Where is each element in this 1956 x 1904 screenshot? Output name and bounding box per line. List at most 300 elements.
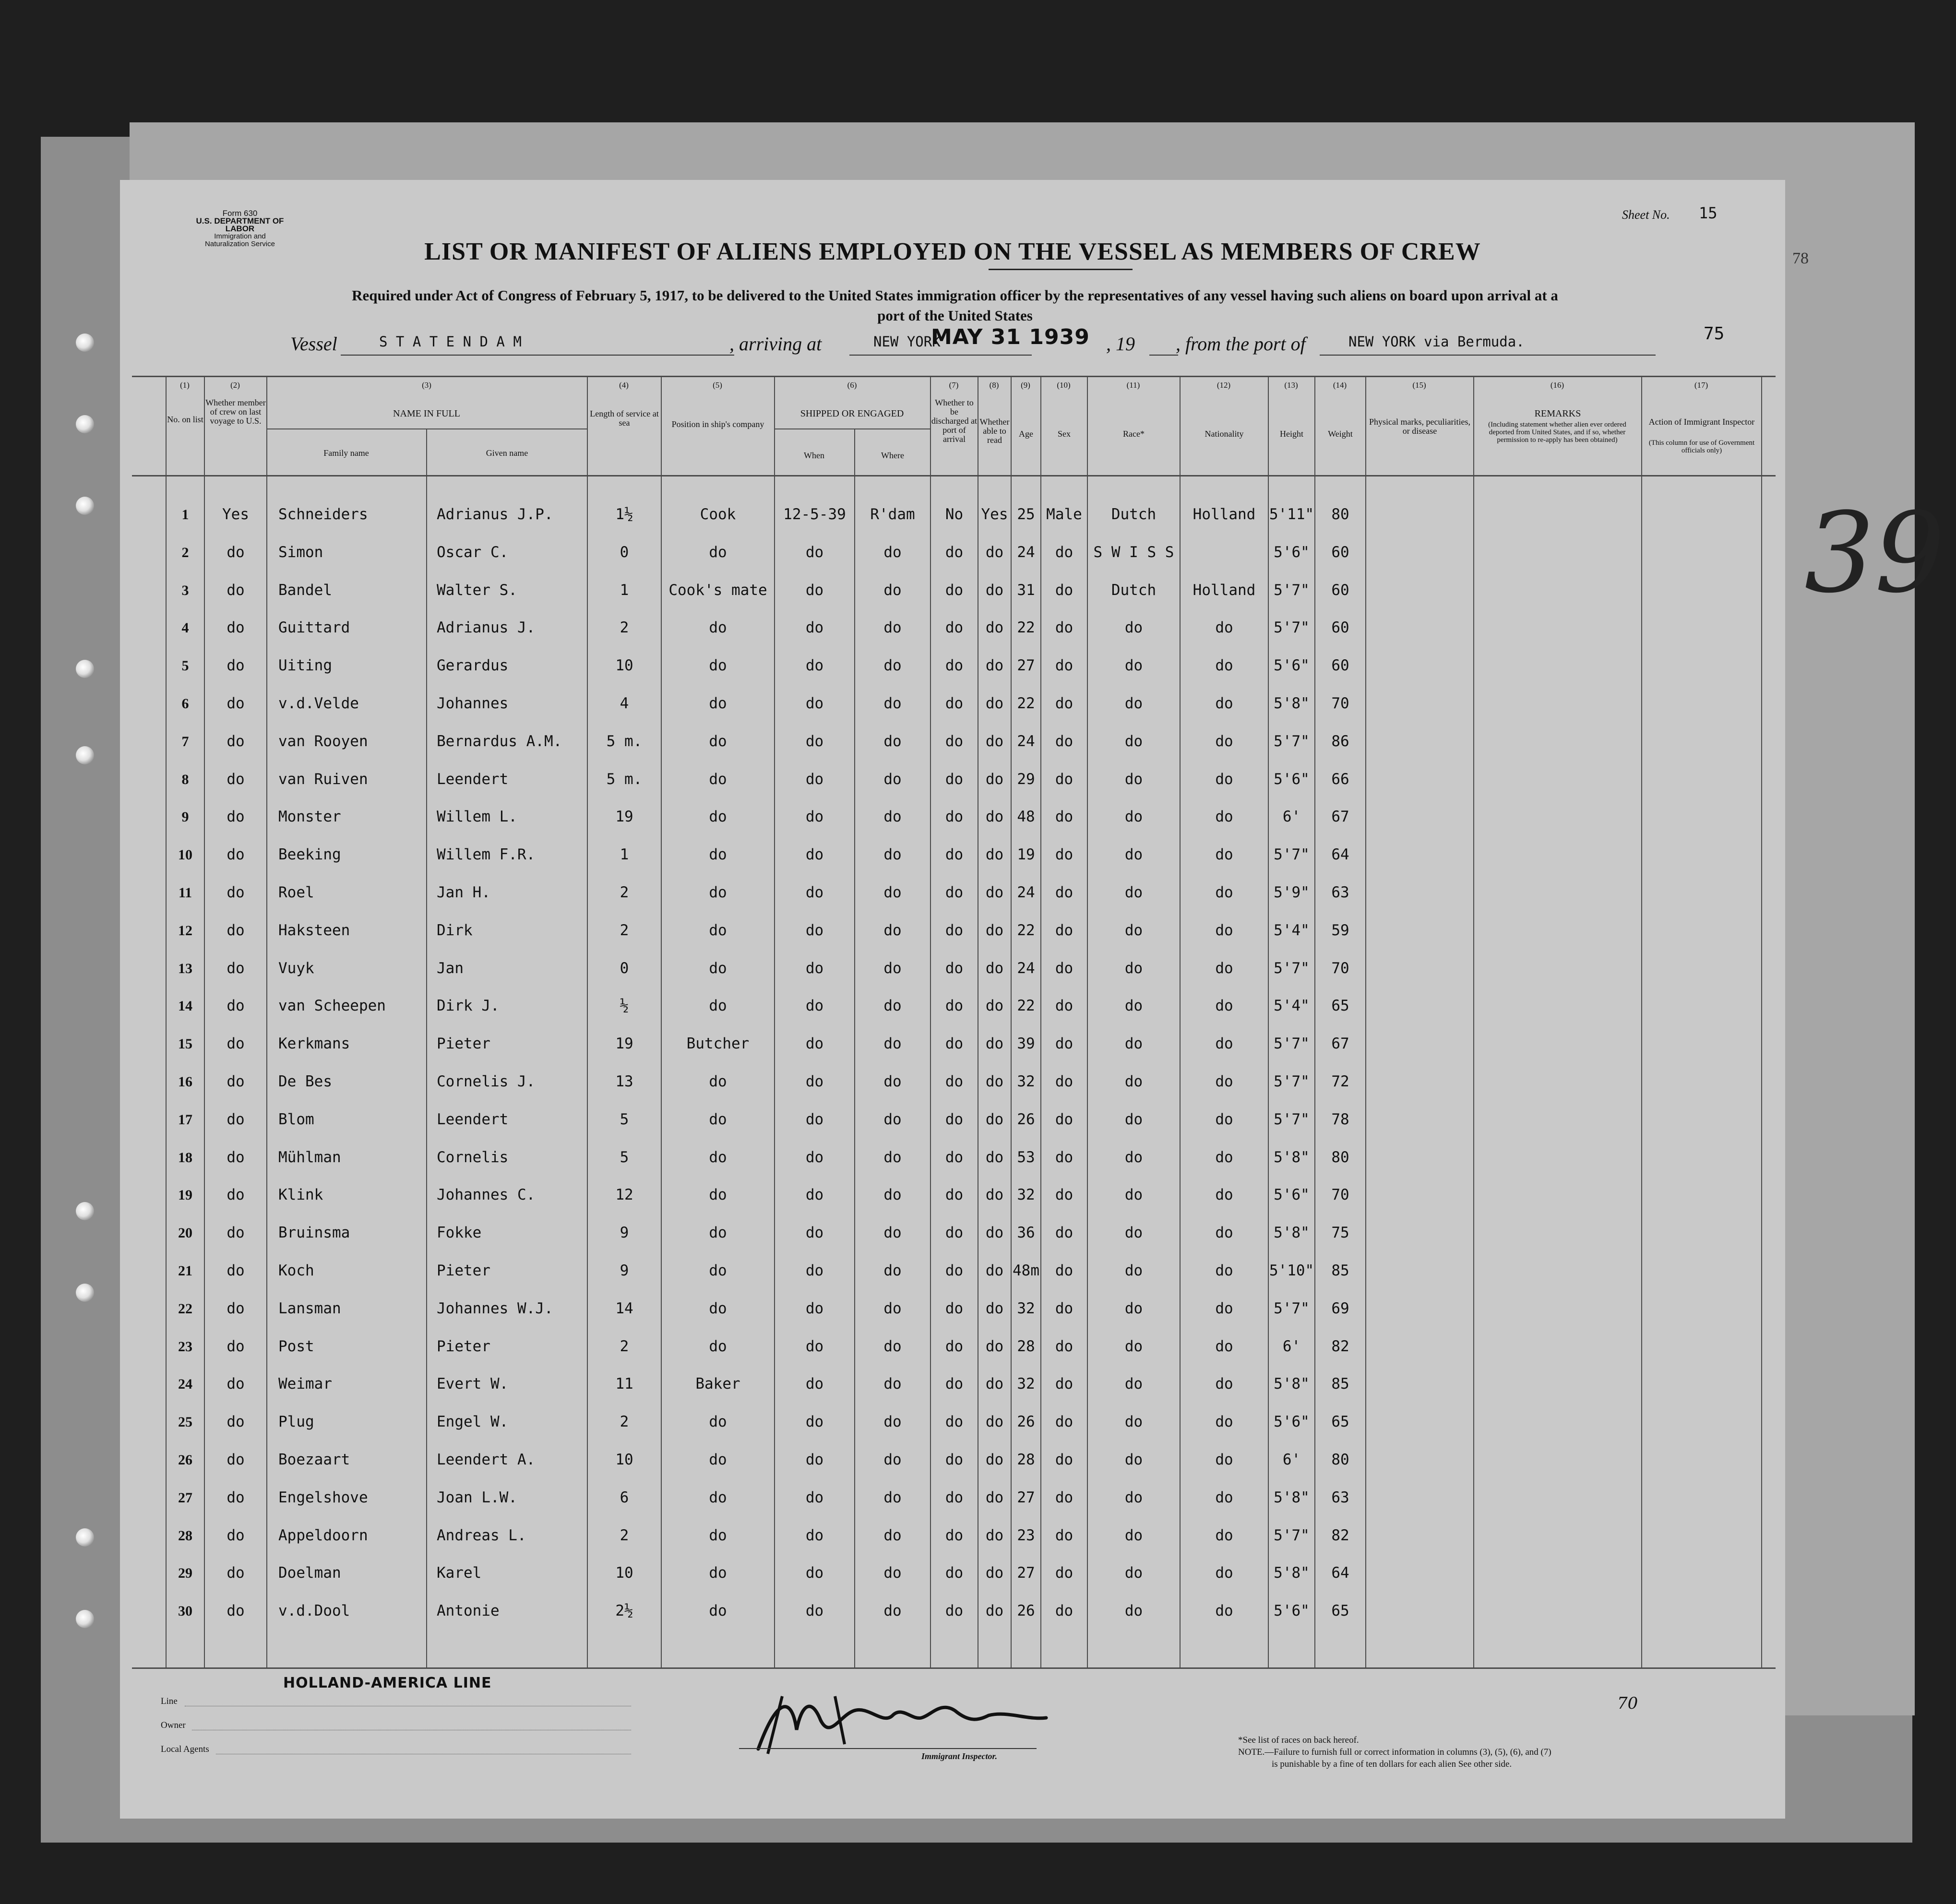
shipped-when-cell: do [805, 1186, 824, 1204]
family-name-cell: Engelshove [278, 1488, 368, 1506]
nationality-cell: do [1215, 997, 1233, 1015]
row-number: 10 [178, 847, 192, 863]
row-number: 22 [178, 1300, 192, 1317]
service-length-cell: 0 [620, 543, 629, 561]
table-row [120, 1176, 1785, 1214]
race-cell: do [1124, 1413, 1143, 1431]
shipped-when-cell: do [805, 1451, 824, 1468]
able-to-read-cell: do [985, 581, 1004, 599]
manifest-sheet [120, 180, 1785, 1819]
sex-cell: do [1055, 581, 1073, 599]
table-row [120, 1403, 1785, 1441]
position-cell: do [709, 1488, 727, 1506]
table-row [120, 1025, 1785, 1063]
shipped-when-cell: do [805, 770, 824, 788]
sex-cell: do [1055, 921, 1073, 939]
row-number: 15 [178, 1036, 192, 1052]
title-underline [989, 269, 1133, 270]
nationality-cell: do [1215, 1035, 1233, 1053]
discharged-cell: do [945, 1451, 964, 1468]
inspector-label: Immigrant Inspector. [921, 1751, 998, 1761]
race-cell: do [1124, 1035, 1143, 1053]
row-number: 19 [178, 1187, 192, 1203]
race-cell: do [1124, 846, 1143, 864]
row-number: 23 [178, 1338, 192, 1355]
given-name-cell: Pieter [437, 1262, 490, 1279]
position-cell: do [709, 657, 727, 675]
weight-cell: 64 [1331, 1564, 1349, 1582]
position-cell: Cook [700, 506, 736, 523]
table-row [120, 647, 1785, 685]
position-cell: do [709, 1110, 727, 1128]
sheet-number: 15 [1699, 204, 1717, 222]
service-length-cell: 13 [615, 1073, 633, 1090]
shipped-where-cell: do [883, 581, 902, 599]
col-num-12: (12) [1217, 381, 1231, 390]
able-to-read-cell: do [985, 1224, 1004, 1242]
nationality-cell: do [1215, 1526, 1233, 1544]
service-length-cell: 1 [620, 846, 629, 864]
nationality-cell: Holland [1193, 506, 1256, 523]
crew-last-voyage-cell: do [227, 1526, 245, 1544]
nationality-cell: do [1215, 1073, 1233, 1090]
height-cell: 5'7" [1274, 1526, 1310, 1544]
binder-hole [76, 1528, 94, 1547]
table-row [120, 1101, 1785, 1139]
subheader-line [266, 428, 587, 429]
height-cell: 5'7" [1274, 1073, 1310, 1090]
sex-cell: do [1055, 1526, 1073, 1544]
service-name: Immigration and Naturalization Service [205, 232, 275, 248]
given-name-cell: Pieter [437, 1337, 490, 1355]
sex-cell: do [1055, 884, 1073, 901]
discharged-cell: do [945, 1337, 964, 1355]
service-length-cell: 2½ [615, 1602, 633, 1620]
position-cell: do [709, 1224, 727, 1242]
height-cell: 5'7" [1274, 1299, 1310, 1317]
row-number: 11 [178, 885, 192, 901]
nationality-cell: do [1215, 808, 1233, 826]
age-cell: 32 [1017, 1299, 1035, 1317]
col-label-shipped: SHIPPED OR ENGAGED [800, 408, 904, 419]
weight-cell: 70 [1331, 959, 1349, 977]
height-cell: 5'7" [1274, 732, 1310, 750]
family-name-cell: Schneiders [278, 506, 368, 523]
shipped-when-cell: do [805, 997, 824, 1015]
service-length-cell: 2 [620, 1526, 629, 1544]
able-to-read-cell: do [985, 884, 1004, 901]
able-to-read-cell: do [985, 1488, 1004, 1506]
height-cell: 5'11" [1269, 506, 1314, 523]
height-cell: 5'8" [1274, 1564, 1310, 1582]
weight-cell: 82 [1331, 1337, 1349, 1355]
family-name-cell: Kerkmans [278, 1035, 350, 1053]
able-to-read-cell: do [985, 1110, 1004, 1128]
table-row [120, 987, 1785, 1025]
col-label-no: No. on list [167, 415, 203, 424]
race-cell: do [1124, 1375, 1143, 1393]
discharged-cell: do [945, 770, 964, 788]
shipped-where-cell: do [883, 1186, 902, 1204]
shipped-when-cell: do [805, 1224, 824, 1242]
sex-cell: do [1055, 1224, 1073, 1242]
service-length-cell: 2 [620, 619, 629, 637]
shipped-when-cell: do [805, 1337, 824, 1355]
form-title: LIST OR MANIFEST OF ALIENS EMPLOYED ON THE VESSEL AS MEMBERS OF CREW [424, 238, 1481, 265]
family-name-cell: van Ruiven [278, 770, 368, 788]
sex-cell: do [1055, 1413, 1073, 1431]
family-name-cell: Plug [278, 1413, 314, 1431]
binder-hole [76, 415, 94, 433]
height-cell: 5'7" [1274, 1035, 1310, 1053]
table-row [120, 534, 1785, 571]
family-name-cell: Blom [278, 1110, 314, 1128]
race-cell: do [1124, 1564, 1143, 1582]
col-label-service: Length of service at sea [590, 409, 659, 428]
shipped-when-cell: do [805, 1110, 824, 1128]
row-number: 25 [178, 1414, 192, 1430]
service-length-cell: 0 [620, 959, 629, 977]
service-length-cell: 10 [615, 1451, 633, 1468]
family-name-cell: Roel [278, 884, 314, 901]
col-num-15: (15) [1412, 381, 1426, 390]
family-name-cell: Bandel [278, 581, 332, 599]
service-length-cell: 19 [615, 1035, 633, 1053]
height-cell: 5'7" [1274, 846, 1310, 864]
height-cell: 6' [1282, 1451, 1301, 1468]
position-cell: do [709, 1186, 727, 1204]
age-cell: 22 [1017, 695, 1035, 712]
age-cell: 24 [1017, 543, 1035, 561]
col-sublabel-inspector: (This column for use of Government officials only) [1648, 439, 1755, 454]
position-cell: do [709, 732, 727, 750]
crew-last-voyage-cell: do [227, 1186, 245, 1204]
weight-cell: 67 [1331, 1035, 1349, 1053]
col-num-10: (10) [1057, 381, 1071, 390]
nationality-cell: do [1215, 1451, 1233, 1468]
row-number: 7 [181, 733, 189, 750]
sex-cell: do [1055, 1073, 1073, 1090]
line-label: Line [161, 1696, 178, 1706]
subheader-line [774, 428, 930, 429]
race-cell: do [1124, 1186, 1143, 1204]
family-name-cell: Vuyk [278, 959, 314, 977]
sex-cell: do [1055, 1262, 1073, 1279]
age-cell: 48 [1017, 808, 1035, 826]
sex-cell: do [1055, 846, 1073, 864]
discharged-cell: No [945, 506, 964, 523]
row-number: 8 [181, 771, 189, 787]
nationality-cell: do [1215, 1602, 1233, 1620]
age-cell: 27 [1017, 657, 1035, 675]
weight-cell: 63 [1331, 1488, 1349, 1506]
sex-cell: do [1055, 1337, 1073, 1355]
weight-cell: 80 [1331, 1451, 1349, 1468]
nationality-cell: do [1215, 1337, 1233, 1355]
position-cell: do [709, 543, 727, 561]
shipped-where-cell: R'dam [870, 506, 915, 523]
family-name-cell: Haksteen [278, 921, 350, 939]
col-label-name: NAME IN FULL [393, 408, 460, 419]
discharged-cell: do [945, 1488, 964, 1506]
family-name-cell: Monster [278, 808, 341, 826]
table-row [120, 496, 1785, 534]
table-header-border [132, 475, 1776, 476]
weight-cell: 80 [1331, 506, 1349, 523]
given-name-cell: Walter S. [437, 581, 517, 599]
row-number: 28 [178, 1527, 192, 1544]
discharged-cell: do [945, 1110, 964, 1128]
sex-cell: do [1055, 1602, 1073, 1620]
discharged-cell: do [945, 581, 964, 599]
family-name-cell: Weimar [278, 1375, 332, 1393]
nationality-cell: do [1215, 695, 1233, 712]
row-number: 9 [181, 809, 189, 825]
service-length-cell: 19 [615, 808, 633, 826]
crew-last-voyage-cell: do [227, 1488, 245, 1506]
crew-last-voyage-cell: do [227, 921, 245, 939]
shipped-when-cell: 12-5-39 [783, 506, 846, 523]
age-cell: 26 [1017, 1602, 1035, 1620]
height-cell: 5'7" [1274, 619, 1310, 637]
discharged-cell: do [945, 657, 964, 675]
able-to-read-cell: do [985, 846, 1004, 864]
margin-number-right: 75 [1704, 324, 1725, 344]
age-cell: 22 [1017, 921, 1035, 939]
sex-cell: do [1055, 1110, 1073, 1128]
shipped-where-cell: do [883, 695, 902, 712]
age-cell: 27 [1017, 1564, 1035, 1582]
sex-cell: do [1055, 1488, 1073, 1506]
family-name-cell: van Scheepen [278, 997, 386, 1015]
discharged-cell: do [945, 1073, 964, 1090]
year-label: , 19 [1106, 333, 1135, 355]
race-cell: Dutch [1111, 581, 1157, 599]
binder-hole [76, 1610, 94, 1628]
position-cell: do [709, 921, 727, 939]
race-cell: do [1124, 1224, 1143, 1242]
nationality-cell: do [1215, 657, 1233, 675]
able-to-read-cell: do [985, 732, 1004, 750]
crew-last-voyage-cell: do [227, 997, 245, 1015]
given-name-cell: Fokke [437, 1224, 482, 1242]
age-cell: 24 [1017, 959, 1035, 977]
service-length-cell: 14 [615, 1299, 633, 1317]
height-cell: 5'7" [1274, 581, 1310, 599]
family-name-cell: Post [278, 1337, 314, 1355]
col-num-4: (4) [619, 381, 629, 390]
nationality-cell: do [1215, 1148, 1233, 1166]
discharged-cell: do [945, 846, 964, 864]
arriving-port: NEW YORK [849, 333, 1032, 356]
family-name-cell: Bruinsma [278, 1224, 350, 1242]
col-label-remarks: REMARKS [1534, 408, 1581, 419]
weight-cell: 85 [1331, 1375, 1349, 1393]
position-cell: do [709, 846, 727, 864]
crew-last-voyage-cell: do [227, 695, 245, 712]
crew-last-voyage-cell: do [227, 1375, 245, 1393]
discharged-cell: do [945, 1299, 964, 1317]
able-to-read-cell: do [985, 1337, 1004, 1355]
weight-cell: 67 [1331, 808, 1349, 826]
nationality-cell: do [1215, 846, 1233, 864]
age-cell: 36 [1017, 1224, 1035, 1242]
discharged-cell: do [945, 619, 964, 637]
given-name-cell: Jan [437, 959, 464, 977]
discharged-cell: do [945, 959, 964, 977]
table-row [120, 1441, 1785, 1479]
table-row [120, 836, 1785, 874]
age-cell: 26 [1017, 1110, 1035, 1128]
weight-cell: 64 [1331, 846, 1349, 864]
note-line-1: NOTE.—Failure to furnish full or correct information in columns (3), (5), (6), and (7) [1238, 1747, 1551, 1757]
sex-cell: do [1055, 543, 1073, 561]
table-row [120, 1517, 1785, 1555]
race-cell: do [1124, 1451, 1143, 1468]
weight-cell: 60 [1331, 581, 1349, 599]
col-num-13: (13) [1284, 381, 1298, 390]
given-name-cell: Johannes W.J. [437, 1299, 553, 1317]
nationality-cell: do [1215, 1375, 1233, 1393]
given-name-cell: Willem F.R. [437, 846, 536, 864]
family-name-cell: Doelman [278, 1564, 341, 1582]
sheet-number-label: Sheet No. [1622, 208, 1670, 222]
age-cell: 23 [1017, 1526, 1035, 1544]
sex-cell: do [1055, 619, 1073, 637]
col-label-family: Family name [323, 448, 369, 458]
age-cell: 19 [1017, 846, 1035, 864]
able-to-read-cell: do [985, 959, 1004, 977]
weight-cell: 63 [1331, 884, 1349, 901]
position-cell: do [709, 997, 727, 1015]
shipped-where-cell: do [883, 1337, 902, 1355]
owner-label: Owner [161, 1720, 186, 1730]
shipped-when-cell: do [805, 1073, 824, 1090]
given-name-cell: Cornelis [437, 1148, 509, 1166]
binder-hole [76, 1202, 94, 1220]
service-length-cell: 9 [620, 1262, 629, 1279]
shipped-where-cell: do [883, 1451, 902, 1468]
weight-cell: 66 [1331, 770, 1349, 788]
family-name-cell: De Bes [278, 1073, 332, 1090]
age-cell: 39 [1017, 1035, 1035, 1053]
binder-hole [76, 746, 94, 764]
nationality-cell: do [1215, 1564, 1233, 1582]
position-cell: do [709, 808, 727, 826]
height-cell: 5'6" [1274, 1413, 1310, 1431]
able-to-read-cell: do [985, 1526, 1004, 1544]
col-sublabel-remarks: (Including statement whether alien ever ordered deported from United States, and if so, whether permission to re-apply has been obtained) [1488, 421, 1626, 444]
crew-last-voyage-cell: do [227, 808, 245, 826]
able-to-read-cell: do [985, 770, 1004, 788]
able-to-read-cell: do [985, 1375, 1004, 1393]
race-cell: do [1124, 1262, 1143, 1279]
race-cell: Dutch [1111, 506, 1157, 523]
sex-cell: do [1055, 1451, 1073, 1468]
height-cell: 5'6" [1274, 770, 1310, 788]
position-cell: do [709, 695, 727, 712]
given-name-cell: Andreas L. [437, 1526, 526, 1544]
shipped-when-cell: do [805, 884, 824, 901]
race-cell: do [1124, 808, 1143, 826]
race-cell: do [1124, 1488, 1143, 1506]
from-label: , from the port of [1176, 333, 1306, 355]
crew-last-voyage-cell: do [227, 581, 245, 599]
height-cell: 5'6" [1274, 1186, 1310, 1204]
service-length-cell: 9 [620, 1224, 629, 1242]
able-to-read-cell: do [985, 1148, 1004, 1166]
table-row [120, 1252, 1785, 1290]
shipped-where-cell: do [883, 1488, 902, 1506]
discharged-cell: do [945, 1375, 964, 1393]
age-cell: 32 [1017, 1375, 1035, 1393]
discharged-cell: do [945, 1413, 964, 1431]
shipped-when-cell: do [805, 1148, 824, 1166]
row-number: 5 [181, 658, 189, 674]
col-label-read: Whether able to read [979, 417, 1010, 445]
race-cell: do [1124, 884, 1143, 901]
shipped-when-cell: do [805, 1602, 824, 1620]
shipped-where-cell: do [883, 959, 902, 977]
given-name-cell: Johannes C. [437, 1186, 536, 1204]
sex-cell: do [1055, 959, 1073, 977]
shipped-when-cell: do [805, 543, 824, 561]
shipped-where-cell: do [883, 543, 902, 561]
subtitle-line-1: Required under Act of Congress of February 5, 1917, to be delivered to the United States immigration officer by the representatives of any vessel having such aliens on board upon arrival at a [352, 287, 1558, 304]
given-name-cell: Adrianus J.P. [437, 506, 553, 523]
race-cell: do [1124, 732, 1143, 750]
height-cell: 5'10" [1269, 1262, 1314, 1279]
race-cell: do [1124, 997, 1143, 1015]
given-name-cell: Antonie [437, 1602, 500, 1620]
family-name-cell: Beeking [278, 846, 341, 864]
form-subtitle [197, 286, 1713, 326]
sex-cell: Male [1046, 506, 1082, 523]
discharged-cell: do [945, 732, 964, 750]
age-cell: 29 [1017, 770, 1035, 788]
given-name-cell: Oscar C. [437, 543, 509, 561]
nationality-cell: do [1215, 959, 1233, 977]
shipped-where-cell: do [883, 808, 902, 826]
sex-cell: do [1055, 1564, 1073, 1582]
col-num-1: (1) [180, 381, 190, 390]
col-label-discharged: Whether to be discharged at port of arrival [931, 398, 978, 444]
row-number: 17 [178, 1111, 192, 1128]
col-num-3: (3) [422, 381, 431, 390]
height-cell: 5'6" [1274, 657, 1310, 675]
shipped-where-cell: do [883, 770, 902, 788]
date-stamp: MAY 31 1939 [931, 325, 1090, 349]
shipped-where-cell: do [883, 1148, 902, 1166]
service-length-cell: 1 [620, 581, 629, 599]
age-cell: 28 [1017, 1337, 1035, 1355]
crew-last-voyage-cell: do [227, 619, 245, 637]
shipped-where-cell: do [883, 657, 902, 675]
col-num-16: (16) [1550, 381, 1564, 390]
crew-last-voyage-cell: do [227, 770, 245, 788]
table-bottom-border [132, 1667, 1776, 1669]
race-note: *See list of races on back hereof. [1238, 1735, 1359, 1745]
row-number: 21 [178, 1263, 192, 1279]
age-cell: 22 [1017, 619, 1035, 637]
able-to-read-cell: do [985, 921, 1004, 939]
col-num-9: (9) [1021, 381, 1030, 390]
nationality-cell: do [1215, 1413, 1233, 1431]
weight-cell: 70 [1331, 695, 1349, 712]
table-row [120, 1554, 1785, 1592]
shipped-where-cell: do [883, 1564, 902, 1582]
shipped-where-cell: do [883, 732, 902, 750]
